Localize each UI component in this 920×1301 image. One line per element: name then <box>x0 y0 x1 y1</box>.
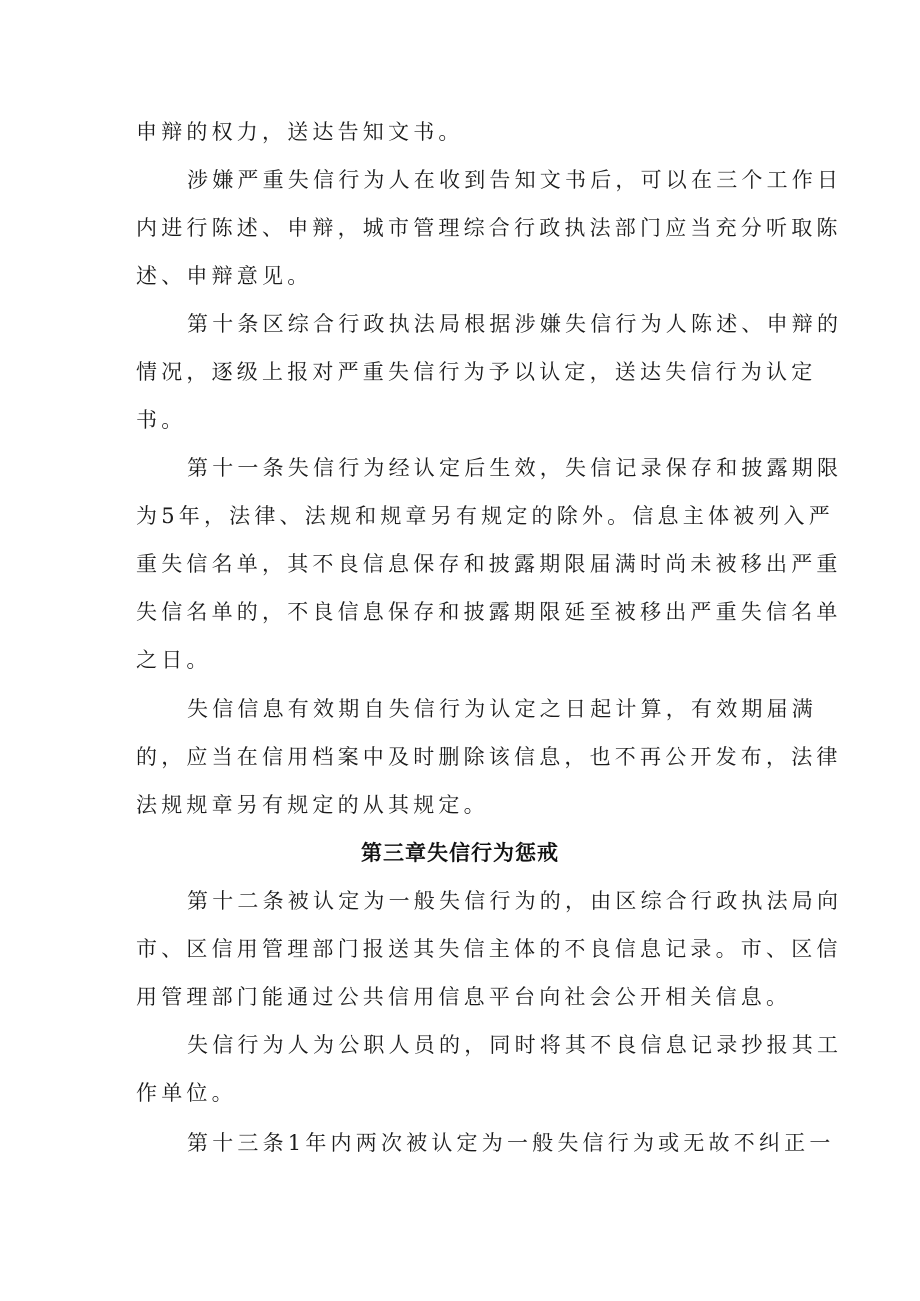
text-line: 失信行为人为公职人员的，同时将其不良信息记录抄报其工 <box>187 1033 843 1057</box>
text-line: 失信信息有效期自失信行为认定之日起计算，有效期届满 <box>187 697 817 721</box>
text-line: 作单位。 <box>136 1081 237 1105</box>
text-line: 市、区信用管理部门报送其失信主体的不良信息记录。市、区信 <box>136 937 842 961</box>
text-line: 内进行陈述、申辩，城市管理综合行政执法部门应当充分听取陈 <box>136 216 842 240</box>
text-line: 涉嫌严重失信行为人在收到告知文书后，可以在三个工作日 <box>187 168 843 192</box>
text-line: 重失信名单，其不良信息保存和披露期限届满时尚未被移出严重 <box>136 552 842 576</box>
text-line: 的，应当在信用档案中及时删除该信息，也不再公开发布，法律 <box>136 745 842 769</box>
text-line: 失信名单的，不良信息保存和披露期限延至被移出严重失信名单 <box>136 600 842 624</box>
text-line: 述、申辩意见。 <box>136 264 313 288</box>
text-line: 为5年，法律、法规和规章另有规定的除外。信息主体被列入严 <box>136 504 834 528</box>
text-line: 第十二条被认定为一般失信行为的，由区综合行政执法局向 <box>187 889 843 913</box>
text-line: 书。 <box>136 408 187 432</box>
text-line: 用管理部门能通过公共信用信息平台向社会公开相关信息。 <box>136 985 792 1009</box>
text-line: 之日。 <box>136 648 212 672</box>
text-line: 第十一条失信行为经认定后生效，失信记录保存和披露期限 <box>187 456 843 480</box>
chapter-heading: 第三章失信行为惩戒 <box>361 841 559 865</box>
text-line: 申辩的权力，送达告知文书。 <box>136 120 464 144</box>
text-line: 情况，逐级上报对严重失信行为予以认定，送达失信行为认定 <box>136 360 817 384</box>
text-line: 法规规章另有规定的从其规定。 <box>136 793 489 817</box>
text-line: 第十条区综合行政执法局根据涉嫌失信行为人陈述、申辩的 <box>187 312 843 336</box>
text-line: 第十三条1年内两次被认定为一般失信行为或无故不纠正一 <box>187 1131 835 1155</box>
